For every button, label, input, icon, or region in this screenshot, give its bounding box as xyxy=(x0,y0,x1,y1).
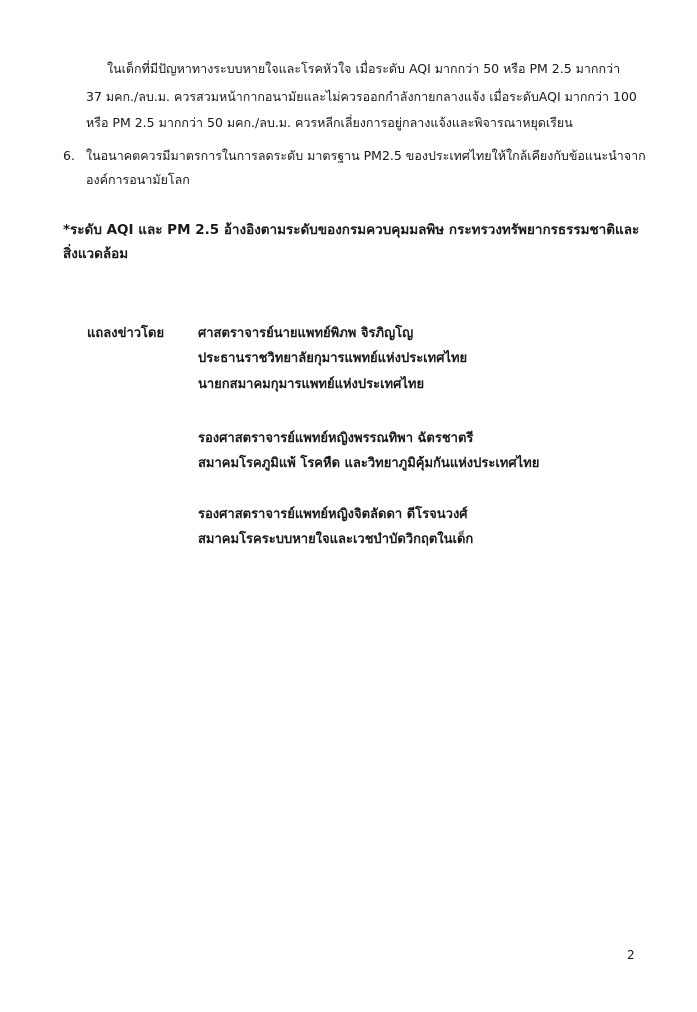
item-6-line-2: องค์การอนามัยโลก xyxy=(86,172,190,187)
item-6-number: 6. xyxy=(63,148,75,163)
person-3-title: สมาคมโรคระบบหายใจและเวชบำบัดวิกฤตในเด็ก xyxy=(198,532,474,547)
person-2-name: รองศาสตราจารย์แพทย์หญิงพรรณทิพา ฉัตรชาตรี xyxy=(198,431,474,446)
person-2-title: สมาคมโรคภูมิแพ้ โรคหืด และวิทยาภูมิคุ้มกันแห่งประเทศไทย xyxy=(198,456,540,471)
paragraph-line-2: 37 มคก./ลบ.ม. ควรสวมหน้ากากอนามัยและไม่ควรออกกำลังกายกลางแจ้ง เมื่อระดับAQI มากกว่า 100 xyxy=(86,89,637,104)
paragraph-line-1: ในเด็กที่มีปัญหาทางระบบหายใจและโรคหัวใจ เมื่อระดับ AQI มากกว่า 50 หรือ PM 2.5 มากกว่า xyxy=(107,61,621,76)
paragraph-line-3: หรือ PM 2.5 มากกว่า 50 มคก./ลบ.ม. ควรหลีกเลี่ยงการอยู่กลางแจ้งและพิจารณาหยุดเรียน xyxy=(86,115,573,130)
person-1-name: ศาสตราจารย์นายแพทย์พิภพ จิรภิญโญ xyxy=(198,326,414,341)
item-6-line-1: ในอนาคตควรมีมาตรการในการลดระดับ มาตรฐาน PM2.5 ของประเทศไทยให้ใกล้เคียงกับข้อแนะนำจาก xyxy=(86,148,646,163)
person-3-name: รองศาสตราจารย์แพทย์หญิงจิตลัดดา ดีโรจนวงศ์ xyxy=(198,507,468,522)
person-1-title-2: นายกสมาคมกุมารแพทย์แห่งประเทศไทย xyxy=(198,377,425,392)
page-number: 2 xyxy=(627,948,635,962)
person-1-title-1: ประธานราชวิทยาลัยกุมารแพทย์แห่งประเทศไทย xyxy=(198,351,468,366)
note-line-2: สิ่งแวดล้อม xyxy=(63,246,129,262)
note-line-1: *ระดับ AQI และ PM 2.5 อ้างอิงตามระดับของกรมควบคุมมลพิษ กระทรวงทรัพยากรธรรมชาติและ xyxy=(63,222,640,238)
press-release-label: แถลงข่าวโดย xyxy=(87,326,165,341)
